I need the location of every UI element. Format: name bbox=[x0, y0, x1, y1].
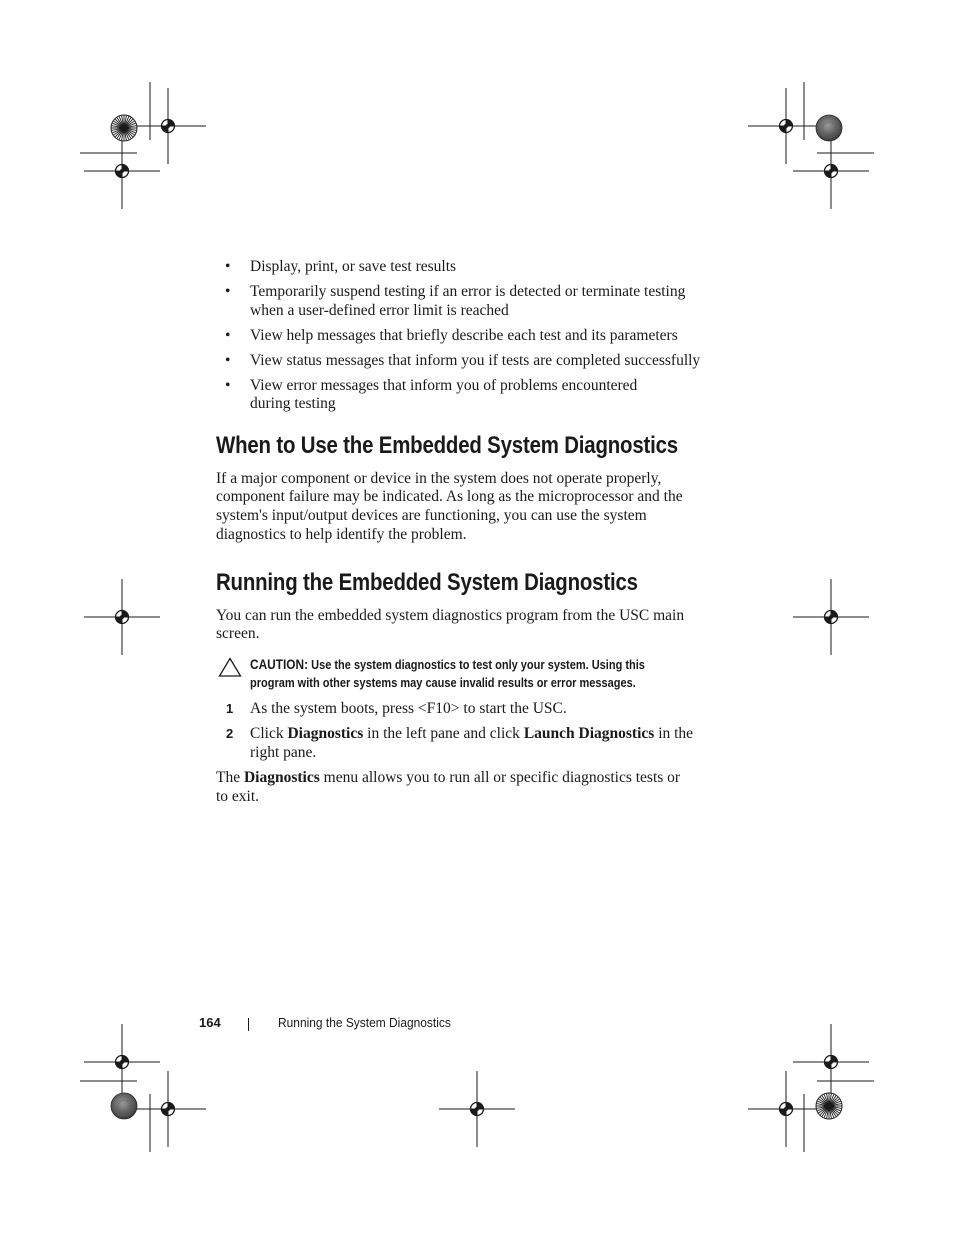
ui-term-launch-diagnostics: Launch Diagnostics bbox=[523, 725, 655, 743]
list-item bbox=[216, 377, 708, 414]
step-text: in the bbox=[654, 725, 694, 743]
bullet-icon: • bbox=[225, 258, 231, 275]
list-item-text: View error messages that inform you of problems encountered bbox=[250, 376, 638, 394]
section-paragraph bbox=[216, 607, 708, 645]
list-item bbox=[216, 327, 708, 346]
paragraph-line: screen. bbox=[216, 625, 260, 643]
ui-term-diagnostics: Diagnostics bbox=[243, 768, 320, 786]
list-item bbox=[216, 352, 708, 371]
step-number: 2 bbox=[226, 726, 234, 742]
footer-chapter-title: Running the System Diagnostics bbox=[278, 1015, 451, 1030]
section-paragraph bbox=[216, 470, 708, 545]
list-item bbox=[216, 258, 708, 277]
paragraph-line: diagnostics to help identify the problem. bbox=[216, 525, 467, 543]
caution-note bbox=[216, 656, 708, 692]
caution-line: Use the system diagnostics to test only your system. Using this bbox=[311, 658, 645, 673]
closing-paragraph bbox=[216, 769, 708, 807]
list-item-text: when a user-defined error limit is reached bbox=[250, 301, 509, 319]
feature-bullet-list bbox=[216, 258, 708, 414]
list-item-text: Display, print, or save test results bbox=[250, 258, 457, 275]
section-heading-when-to-use: When to Use the Embedded System Diagnostics bbox=[216, 431, 678, 459]
section-heading-running: Running the Embedded System Diagnostics bbox=[216, 568, 638, 596]
step-text: right pane. bbox=[250, 743, 317, 761]
step-list bbox=[216, 700, 708, 762]
ui-term-diagnostics: Diagnostics bbox=[287, 725, 364, 743]
list-item-text: Temporarily suspend testing if an error is detected or terminate testing bbox=[250, 283, 686, 300]
caution-text bbox=[250, 656, 702, 692]
page-number: 164 bbox=[199, 1015, 221, 1030]
bullet-icon: • bbox=[225, 376, 231, 394]
page-content bbox=[216, 258, 708, 806]
step-text: As the system boots, press <F10> to start the USC. bbox=[250, 700, 567, 718]
bullet-icon: • bbox=[225, 351, 231, 369]
paragraph-text: to exit. bbox=[216, 787, 260, 805]
footer-separator bbox=[248, 1018, 249, 1031]
paragraph-line: If a major component or device in the system does not operate properly, bbox=[216, 469, 662, 487]
step-text: Click bbox=[250, 725, 288, 743]
step-text: in the left pane and click bbox=[363, 725, 524, 743]
list-item-text: during testing bbox=[250, 395, 336, 412]
step-number: 1 bbox=[226, 701, 234, 717]
bullet-icon: • bbox=[225, 283, 231, 300]
caution-line: program with other systems may cause invalid results or error messages. bbox=[250, 676, 636, 691]
bullet-icon: • bbox=[225, 326, 231, 344]
paragraph-line: component failure may be indicated. As long as the microprocessor and the bbox=[216, 488, 683, 506]
caution-label: CAUTION: bbox=[250, 657, 309, 673]
list-item-text: View help messages that briefly describe each test and its parameters bbox=[250, 326, 678, 344]
paragraph-text: The bbox=[216, 768, 244, 786]
list-item-text: View status messages that inform you if tests are completed successfully bbox=[250, 351, 701, 369]
paragraph-line: system's input/output devices are functioning, you can use the system bbox=[216, 507, 647, 525]
paragraph-text: menu allows you to run all or specific diagnostics tests or bbox=[319, 768, 681, 786]
list-item bbox=[216, 283, 708, 320]
step-item bbox=[216, 700, 708, 719]
paragraph-line: You can run the embedded system diagnostics program from the USC main bbox=[216, 606, 685, 624]
step-item bbox=[216, 725, 708, 762]
caution-triangle-icon bbox=[218, 657, 242, 677]
